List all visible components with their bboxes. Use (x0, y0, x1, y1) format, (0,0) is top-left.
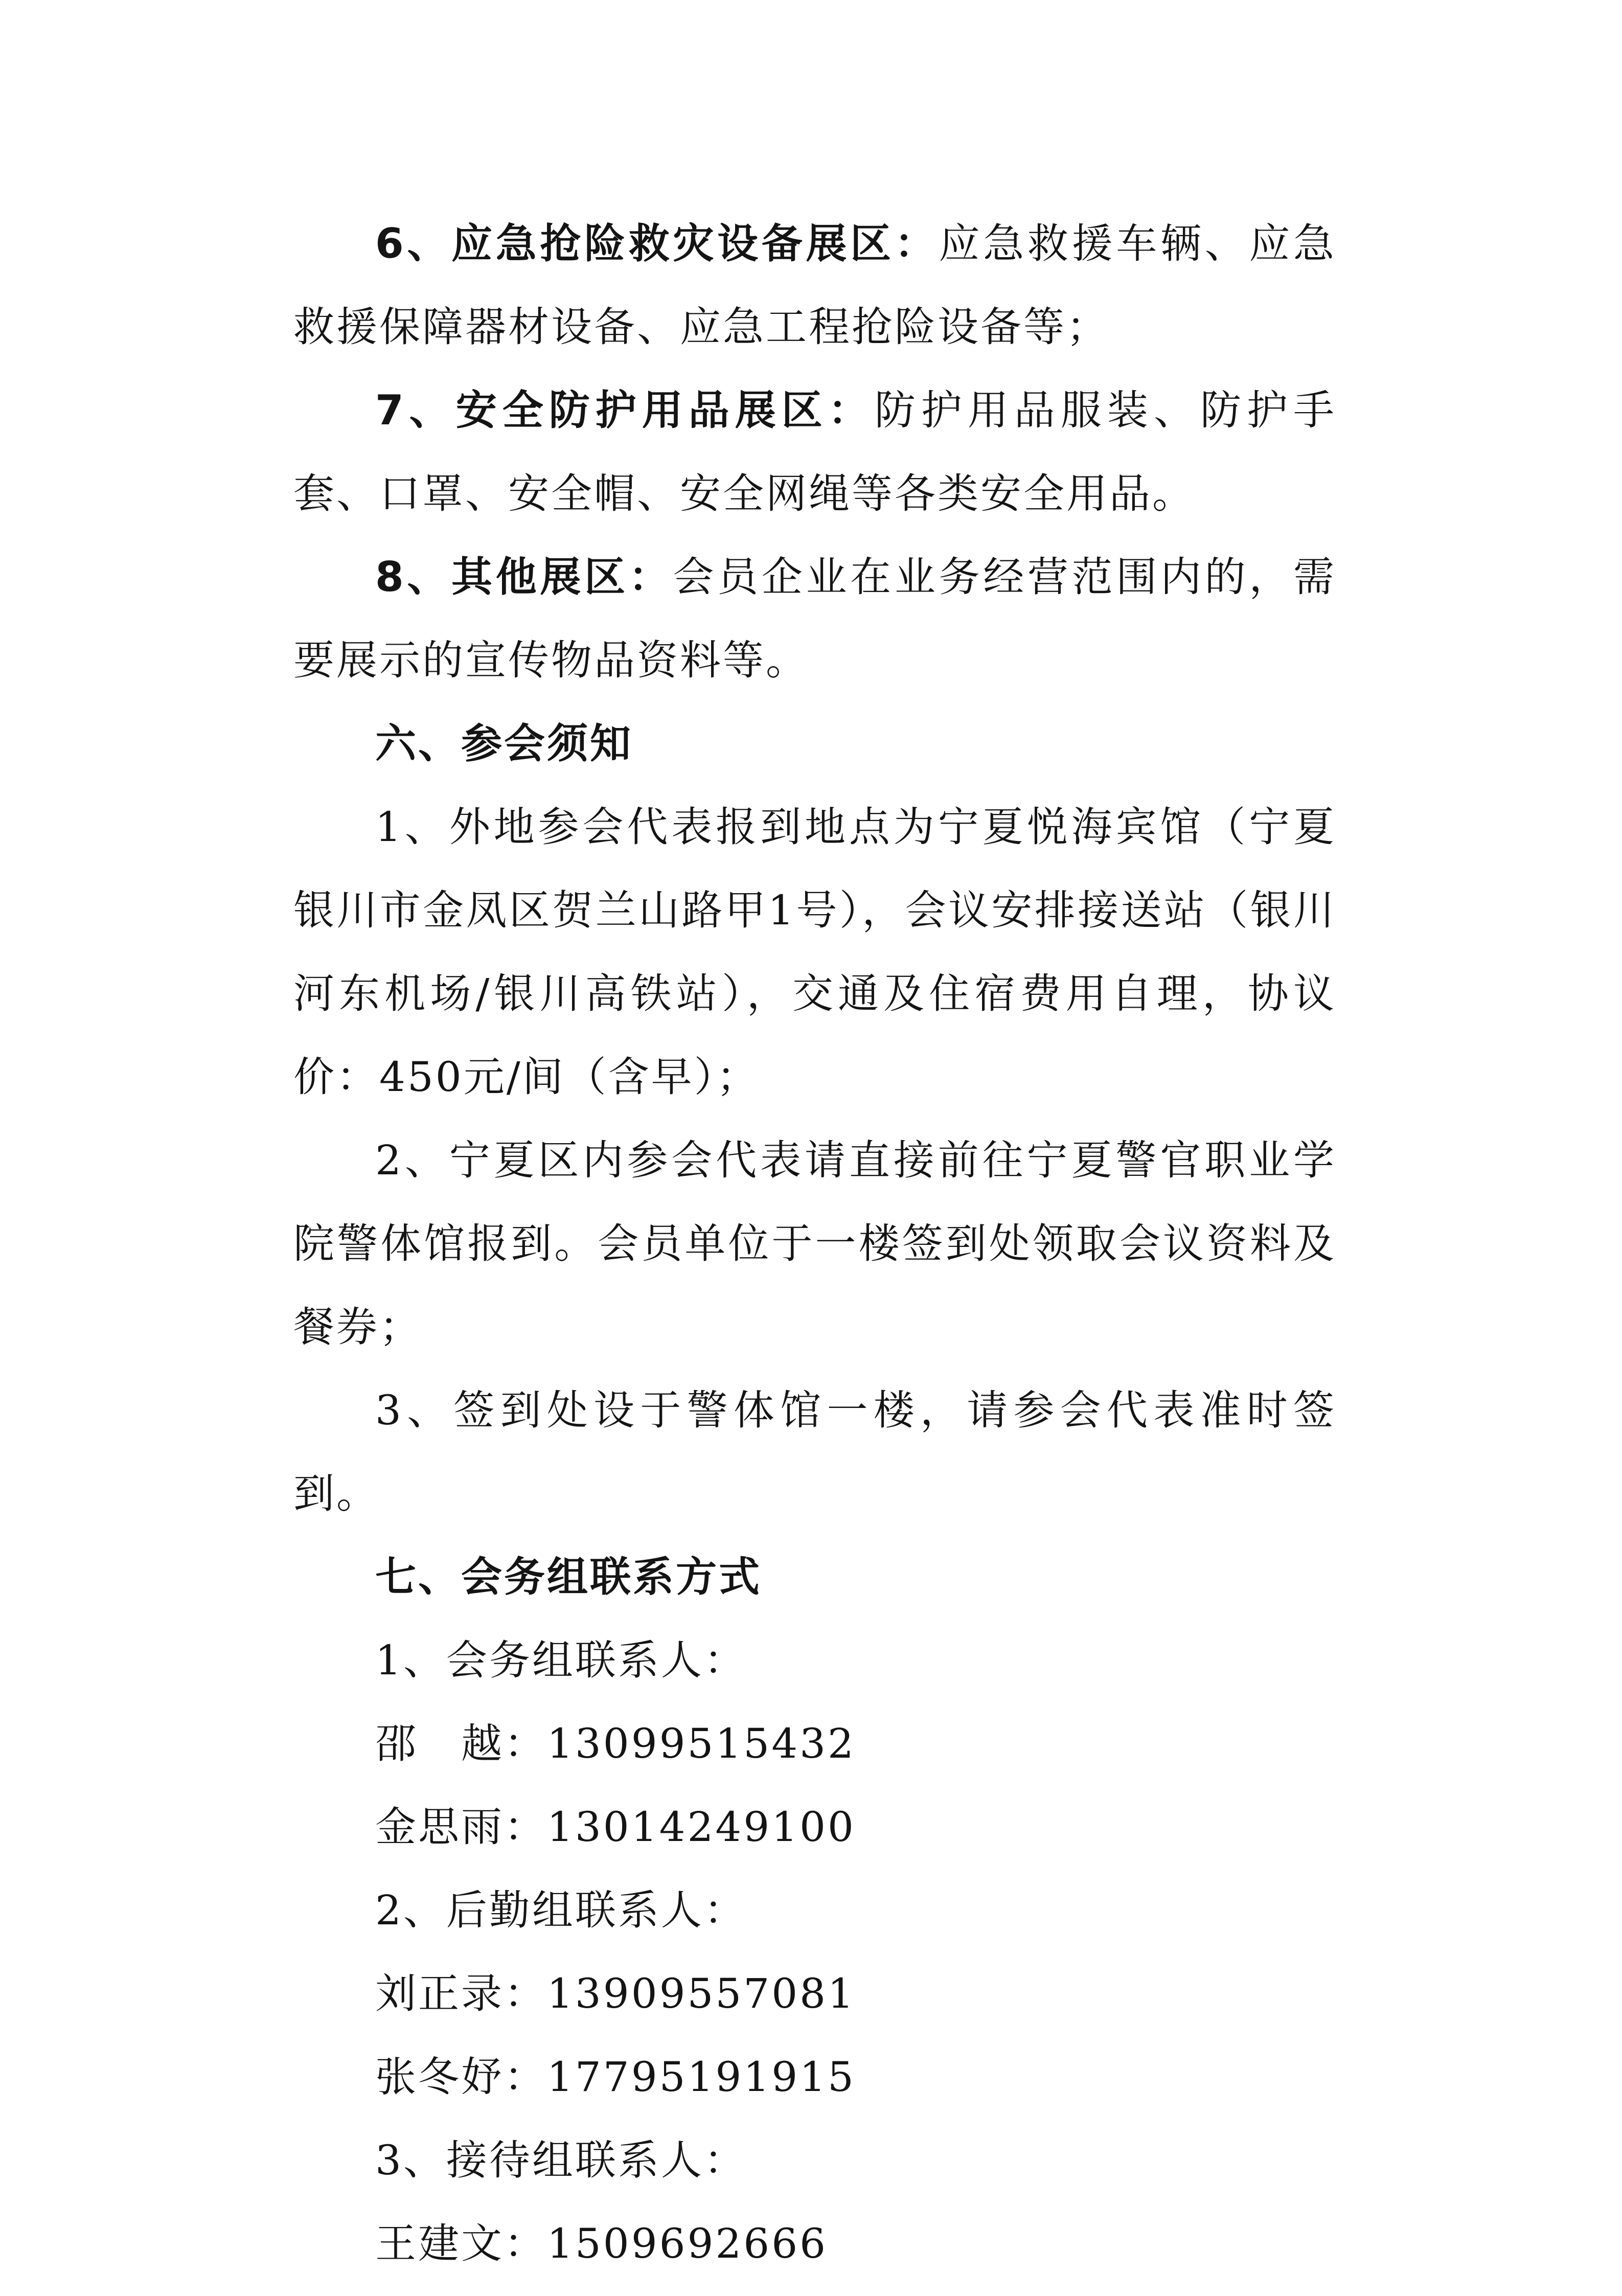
contact-person (293, 1702, 1336, 1785)
contact-person (293, 2202, 1336, 2285)
contact-person (293, 1952, 1336, 2035)
exhibit-section-6-heading: 6、应急抢险救灾设备展区： (375, 220, 939, 267)
contact-name: 邵 越： (375, 1720, 547, 1767)
exhibit-section-8 (293, 535, 1336, 702)
contact-name: 王建文： (375, 2220, 547, 2267)
notice-item-3: 3、签到处设于警体馆一楼，请参会代表准时签到。 (293, 1386, 1336, 1517)
exhibit-section-6-body: 应急救援车辆、应急救援保障器材设备、应急工程抢险设备等； (293, 220, 1337, 351)
contact-phone: 13909557081 (547, 1970, 856, 2017)
contact-group-3-title: 3、接待组联系人： (375, 2136, 747, 2184)
exhibit-section-7-heading: 7、安全防护用品展区： (375, 387, 875, 434)
contact-phone: 17795191915 (547, 2053, 856, 2101)
notice-heading: 六、参会须知 (375, 720, 633, 767)
notice-item-1: 1、外地参会代表报到地点为宁夏悦海宾馆（宁夏银川市金凤区贺兰山路甲1号），会议安排接送站（银川河东机场/银川高铁站），交通及住宿费用自理，协议价：450元/间（含早）； (293, 803, 1336, 1101)
notice-item-2: 2、宁夏区内参会代表请直接前往宁夏警官职业学院警体馆报到。会员单位于一楼签到处领取会议资料及餐券； (293, 1136, 1336, 1351)
contact-phone: 13014249100 (547, 1803, 856, 1851)
contact-phone: 13099515432 (547, 1720, 856, 1767)
contact-person (293, 1785, 1336, 1869)
exhibit-section-7-body: 防护用品服装、防护手套、口罩、安全帽、安全网绳等各类安全用品。 (293, 387, 1336, 517)
contact-name: 金思雨： (375, 1803, 547, 1851)
contact-group-1-title: 1、会务组联系人： (375, 1636, 747, 1684)
contacts-heading: 七、会务组联系方式 (375, 1553, 762, 1601)
exhibit-section-8-heading: 8、其他展区： (375, 553, 673, 601)
contact-name: 刘正录： (375, 1970, 547, 2017)
document-body (293, 202, 1336, 2285)
exhibit-section-8-body: 会员企业在业务经营范围内的，需要展示的宣传物品资料等。 (293, 553, 1337, 684)
contact-name: 张冬妤： (375, 2053, 547, 2101)
exhibit-section-7 (293, 369, 1336, 535)
contact-group-2-title: 2、后勤组联系人： (375, 1886, 747, 1934)
contact-person (293, 2035, 1336, 2119)
contact-phone: 1509692666 (547, 2220, 828, 2267)
exhibit-section-6 (293, 202, 1336, 369)
